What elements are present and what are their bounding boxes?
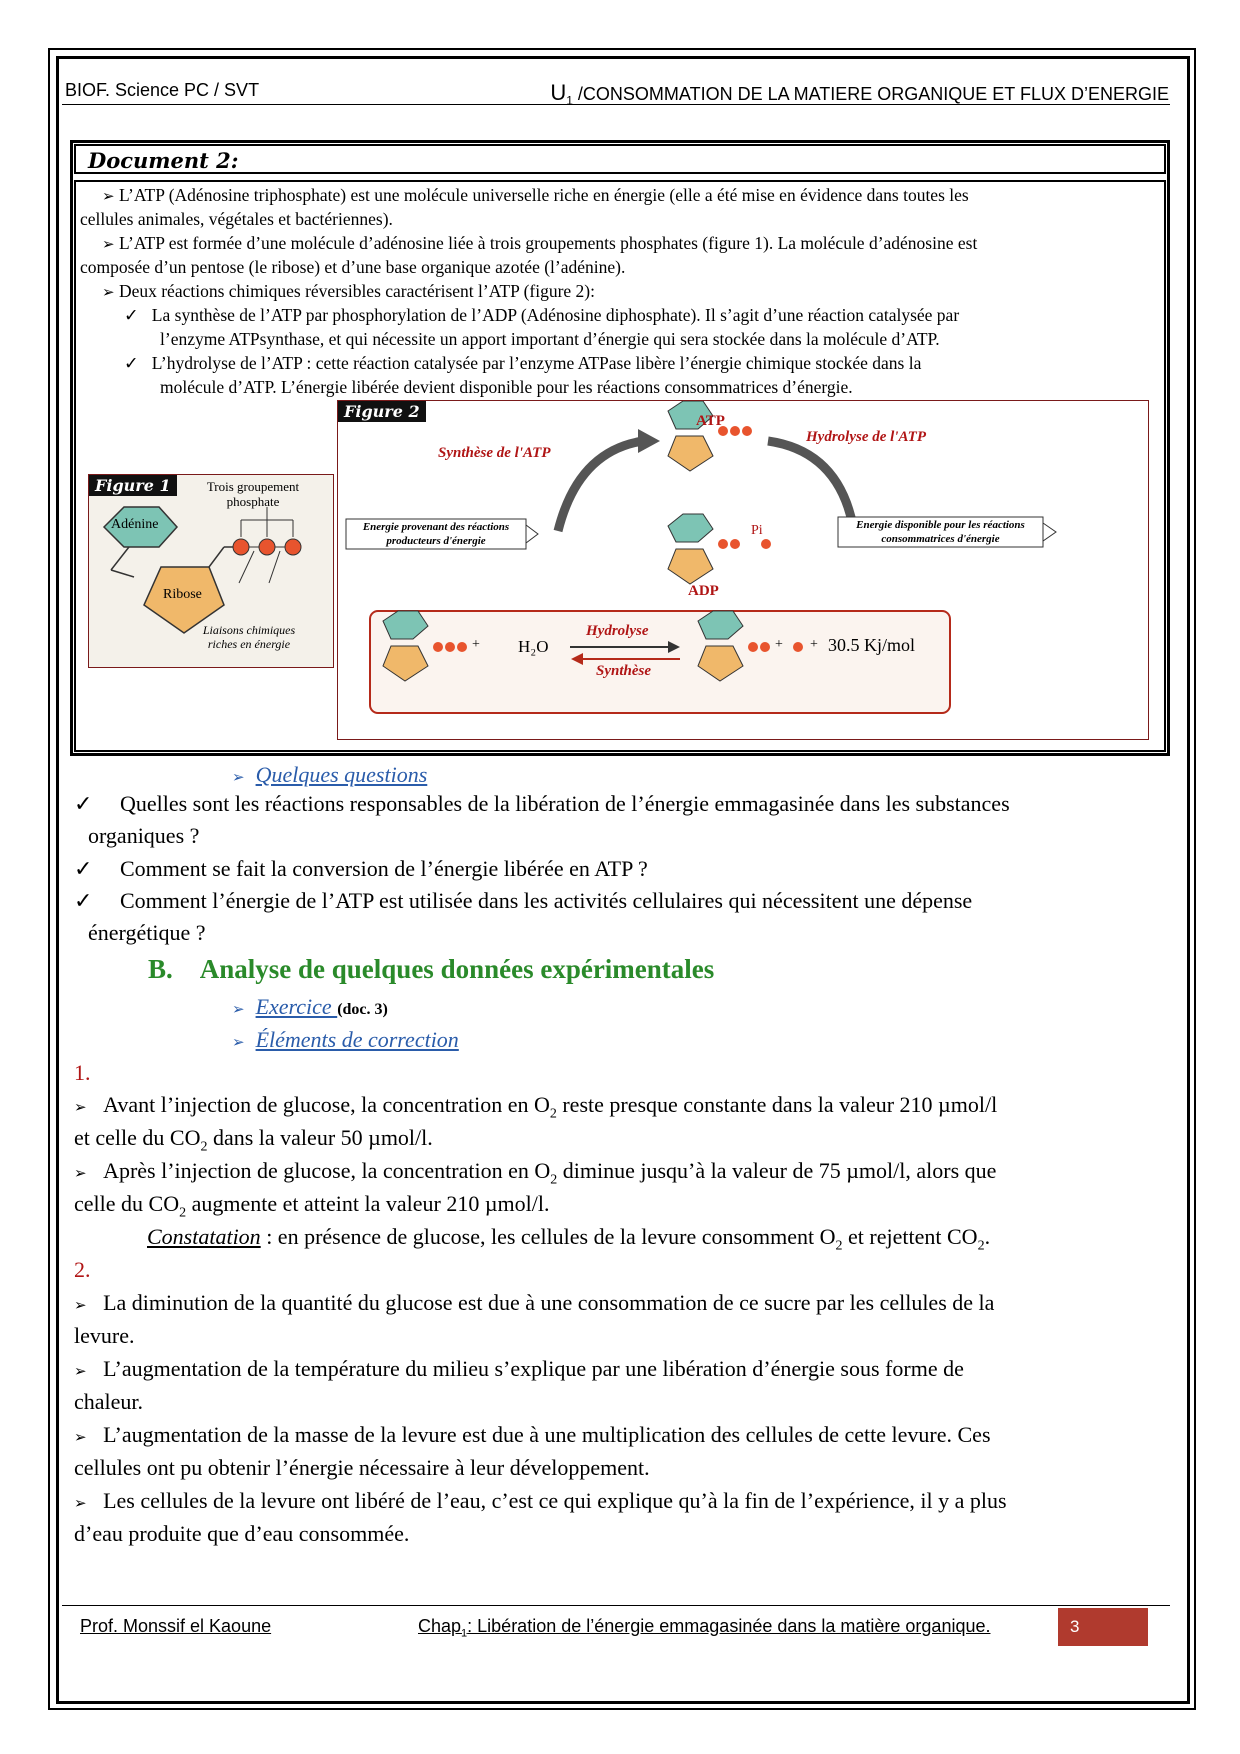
hydrolyse-label: Hydrolyse: [586, 623, 649, 639]
constatation: Constatation : en présence de glucose, les cellules de la levure consomment $O_2$ et rejettent $CO_2$.: [147, 1224, 991, 1254]
question-1b: organiques ?: [88, 823, 200, 848]
plus-sign-3: +: [810, 637, 818, 652]
plus-sign-1: +: [472, 637, 480, 652]
exercice-link[interactable]: Exercice: [255, 994, 338, 1019]
doc-bullet-1b: l’enzyme ATPsynthase, et qui nécessite un apport important d’énergie qui sera stockée dans la molécule d’ATP.: [160, 329, 940, 349]
synthese-label: Synthèse: [596, 663, 652, 679]
questions-link[interactable]: Quelques questions: [255, 762, 428, 787]
exercice-line: ➢ Exercice (doc. 3): [232, 994, 388, 1019]
ribose-label: Ribose: [163, 587, 202, 602]
figure-1-tag: Figure 1: [89, 475, 177, 496]
energy-value: 30.5 Kj/mol: [828, 635, 916, 655]
question-3: ✓ Comment l’énergie de l’ATP est utilisée dans les activités cellulaires qui nécessitent une dépense: [74, 888, 973, 914]
part-1-item-2: ➢ Après l’injection de glucose, la concentration en $O_2$ diminue jusqu’à la valeur de 75 µmol/l, alors que: [74, 1158, 997, 1188]
header-left: BIOF. Science PC / SVT: [65, 80, 260, 100]
water-label: H₂O: [518, 637, 549, 656]
doc-bullet-2b: molécule d’ATP. L’énergie libérée devient disponible pour les réactions consommatrices d’énergie.: [160, 377, 853, 397]
doc-paragraph-1: ➢ L’ATP (Adénosine triphosphate) est une molécule universelle riche en énergie (elle a été mise en évidence dans toutes les: [102, 185, 969, 205]
header-rule: [62, 104, 1170, 105]
section-b-heading: B. Analyse de quelques données expérimentales: [148, 954, 715, 984]
elements-correction-line: ➢ Éléments de correction: [232, 1027, 459, 1052]
hydrolyse-atp-label: Hydrolyse de l'ATP: [806, 429, 926, 445]
doc-paragraph-2: ➢ L’ATP est formée d’une molécule d’adénosine liée à trois groupements phosphates (figure 1). La molécule d’adénosine est: [102, 233, 978, 253]
part-1-item-1: ➢ Avant l’injection de glucose, la concentration en $O_2$ reste presque constante dans la valeur 210 µmol/l: [74, 1092, 998, 1122]
footer-author: Prof. Monssif el Kaoune: [80, 1616, 272, 1636]
synthese-atp-label: Synthèse de l'ATP: [438, 445, 551, 461]
doc-paragraph-3: ➢ Deux réactions chimiques réversibles caractérisent l’ATP (figure 2):: [102, 281, 595, 301]
figure-2: [337, 400, 1149, 740]
doc-bullet-2: ✓ L’hydrolyse de l’ATP : cette réaction catalysée par l’enzyme ATPase libère l’énergie chimique stockée dans la: [124, 353, 922, 374]
header-right: $U_1$ /CONSOMMATION DE LA MATIERE ORGANIQUE ET FLUX D’ENERGIE: [550, 80, 1169, 108]
footer-rule: [62, 1605, 1170, 1606]
energie-disponible-label: Energie disponible pour les réactions consommatrices d'énergie: [856, 519, 1025, 545]
plus-sign-2: +: [775, 637, 783, 652]
bond-label: Liaisons chimiques riches en énergie: [202, 623, 296, 651]
part-2-item-4: ➢ Les cellules de la levure ont libéré de l’eau, c’est ce qui explique qu’à la fin de l’expérience, il y a plus: [74, 1488, 1007, 1513]
part-2-item-3: ➢ L’augmentation de la masse de la levure est due à une multiplication des cellules de cette levure. Ces: [74, 1422, 991, 1447]
elements-correction-link[interactable]: Éléments de correction: [255, 1027, 459, 1052]
adp-label: ADP: [688, 583, 719, 599]
part-1-item-2b: celle du $CO_2$ augmente et atteint la valeur 210 µmol/l.: [74, 1191, 550, 1221]
question-1: ✓ Quelles sont les réactions responsables de la libération de l’énergie emmagasinée dans les substances: [74, 791, 1010, 817]
doc-paragraph-1b: cellules animales, végétales et bactériennes).: [80, 209, 393, 229]
part-1-number: 1.: [74, 1060, 91, 1085]
part-2-item-3b: cellules ont pu obtenir l’énergie nécessaire à leur développement.: [74, 1455, 650, 1480]
phosphate-group-label: Trois groupement phosphate: [206, 479, 300, 509]
figure-1: [88, 474, 334, 668]
questions-heading: ➢ Quelques questions: [232, 762, 428, 787]
part-2-item-2: ➢ L’augmentation de la température du milieu s’explique par une libération d’énergie sous forme de: [74, 1356, 964, 1381]
doc-bullet-1: ✓ La synthèse de l’ATP par phosphorylation de l’ADP (Adénosine diphosphate). Il s’agit d’une réaction catalysée par: [124, 305, 960, 326]
page-number: 3: [1058, 1608, 1148, 1646]
doc-paragraph-2b: composée d’un pentose (le ribose) et d’une base organique azotée (l’adénine).: [80, 257, 626, 277]
figure-2-tag: Figure 2: [338, 401, 426, 422]
adenine-label: Adénine: [111, 517, 159, 532]
energie-provenant-label: Energie provenant des réactions producteurs d'énergie: [362, 521, 510, 547]
part-1-item-1b: et celle du $CO_2$ dans la valeur 50 µmol/l.: [74, 1125, 433, 1155]
footer-chapter: Chap$_1$: Libération de l’énergie emmagasinée dans la matière organique.: [418, 1616, 991, 1640]
part-2-item-2b: chaleur.: [74, 1389, 144, 1414]
part-2-item-1b: levure.: [74, 1323, 135, 1348]
question-3b: énergétique ?: [88, 920, 206, 945]
part-2-item-4b: d’eau produite que d’eau consommée.: [74, 1521, 410, 1546]
atp-label: ATP: [696, 413, 725, 429]
document-title: Document 2:: [88, 148, 239, 173]
part-2-number: 2.: [74, 1257, 91, 1282]
pi-label: Pi: [751, 523, 763, 538]
question-2: ✓ Comment se fait la conversion de l’énergie libérée en ATP ?: [74, 856, 648, 882]
part-2-item-1: ➢ La diminution de la quantité du glucose est due à une consommation de ce sucre par les cellules de la: [74, 1290, 995, 1315]
